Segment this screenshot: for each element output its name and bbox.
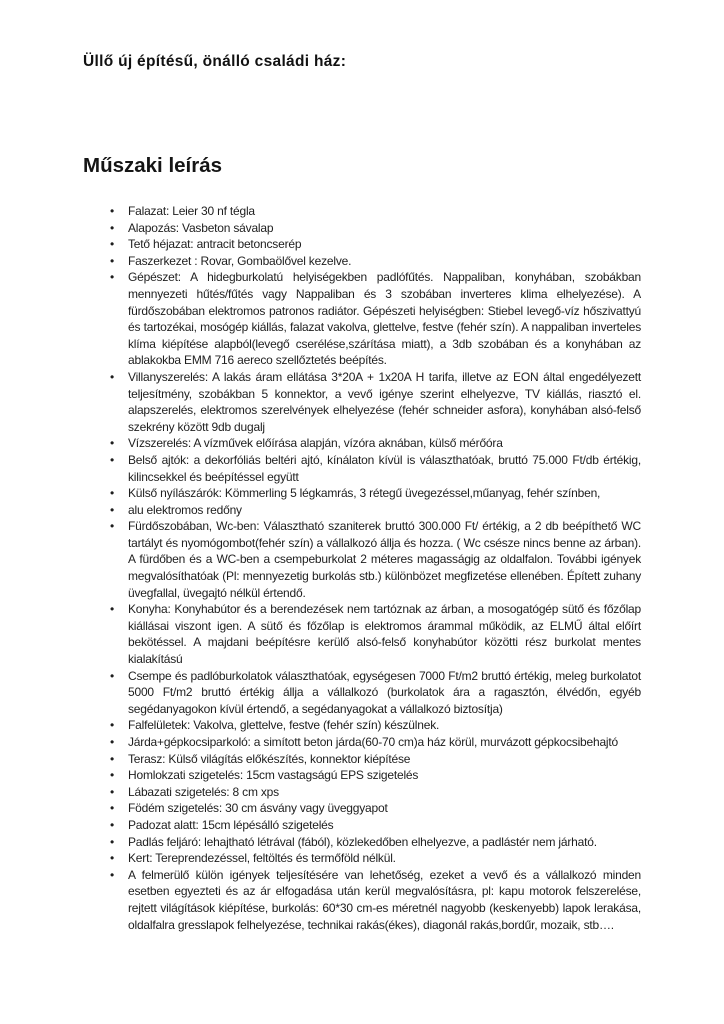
list-item: • Homlokzati szigetelés: 15cm vastagságú EPS szigetelés xyxy=(128,767,641,784)
list-item: • Villanyszerelés: A lakás áram ellátása 3*20A + 1x20A H tarifa, illetve az EON által engedélyezett teljesítmény, szobákban 5 konnektor, a vevő igénye szerint elhelyezve, TV kiállás, riasztó el. alapszerelés, elektromos szerelvények elhelyezése (fehér schneider asfora), konyhában alsó-felső szekrény között 9db dugalj xyxy=(128,369,641,435)
list-item: • Járda+gépkocsiparkoló: a simított beton járda(60-70 cm)a ház körül, murvázott gépkocsibehajtó xyxy=(128,734,641,751)
list-item: • Alapozás: Vasbeton sávalap xyxy=(128,220,641,237)
list-item: • alu elektromos redőny xyxy=(128,502,641,519)
list-item: • Vízszerelés: A vízművek előírása alapján, vízóra aknában, külső mérőóra xyxy=(128,435,641,452)
list-item: • Gépészet: A hidegburkolatú helyiségekben padlófűtés. Nappaliban, konyhában, szobákban mennyezeti hűtés/fűtés vagy Nappaliban és 3 szobában inverteres klima elhelyezése). A fürdőszobában elektromos patronos radiátor. Gépészeti helyiségben: Stiebel levegő-víz hőszivattyú és tartozékai, mosógép kiállás, falazat vakolva, glettelve, festve (fehér szín). A nappaliban inverteles klíma kiépítése alapból(levegő cserélése,szárítása miatt), a 3db szobában és a konyhában az ablakokba EMM 716 aereco szellőztetés beépítés. xyxy=(128,269,641,369)
list-item: • Külső nyílászárók: Kömmerling 5 légkamrás, 3 rétegű üvegezéssel,műanyag, fehér színben, xyxy=(128,485,641,502)
list-item: • Falfelületek: Vakolva, glettelve, festve (fehér szín) készülnek. xyxy=(128,717,641,734)
list-item: • Födém szigetelés: 30 cm ásvány vagy üveggyapot xyxy=(128,800,641,817)
list-item: • Konyha: Konyhabútor és a berendezések nem tartóznak az árban, a mosogatógép sütő és főzőlap kiállásai viszont igen. A sütő és főzőlap is elektromos árammal működik, az ELMŰ által előírt bekötéssel. A majdani beépítésre kerülő alsó-felső konyhabútor közötti rész burkolat mentes kialakítású xyxy=(128,601,641,667)
document-top-title: Üllő új építésű, önálló családi ház: xyxy=(83,53,347,70)
list-item: • Belső ajtók: a dekorfóliás beltéri ajtó, kínálaton kívül is választhatóak, bruttó 75.000 Ft/db értékig, kilincsekkel és beépítéssel együtt xyxy=(128,452,641,485)
list-item: • Padlás feljáró: lehajtható létrával (fából), közlekedőben elhelyezve, a padlástér nem járható. xyxy=(128,834,641,851)
list-item: • Lábazati szigetelés: 8 cm xps xyxy=(128,784,641,801)
technical-specs-list xyxy=(83,203,641,933)
list-item: • Terasz: Külső világítás előkészítés, konnektor kiépítése xyxy=(128,751,641,768)
list-item: • Csempe és padlóburkolatok választhatóak, egységesen 7000 Ft/m2 bruttó értékig, meleg burkolatot 5000 Ft/m2 bruttó értékig állja a vállalkozó (burkolatok ára a ragasztón, élvédőn, egyéb segédanyagokon kívül értendő, a segédanyagokat a vállalkozó biztosítja) xyxy=(128,668,641,718)
section-heading: Műszaki leírás xyxy=(83,154,223,177)
list-item: • Fürdőszobában, Wc-ben: Választható szaniterek bruttó 300.000 Ft/ értékig, a 2 db beépíthető WC tartályt és nyomógombot(fehér szín) a vállalkozó állja és hozza. ( Wc csésze nincs benne az árban). A fürdőben és a WC-ben a csempeburkolat 2 méteres magasságig az oldalfalon. További igények megvalósíthatóak (Pl: mennyezetig burkolás stb.) különbözet megfizetése ellenében. Épített zuhany üvegfallal, üvegajtó nélkül értendő. xyxy=(128,518,641,601)
list-item: • A felmerülő külön igények teljesítésére van lehetőség, ezeket a vevő és a vállalkozó minden esetben egyezteti és az ár elfogadása után kerül megvalósításra, pl: kapu motorok felszerelése, rejtett világítások kiépítése, burkolás: 60*30 cm-es méretnél nagyobb (keskenyebb) lapok lerakása, oldalfalra gresslapok felhelyezése, technikai rakás(ékes), diagonál rakás,bordűr, mozaik, stb…. xyxy=(128,867,641,933)
list-item: • Padozat alatt: 15cm lépésálló szigetelés xyxy=(128,817,641,834)
list-item: • Kert: Tereprendezéssel, feltöltés és termőföld nélkül. xyxy=(128,850,641,867)
list-item: • Tető héjazat: antracit betoncserép xyxy=(128,236,641,253)
list-item: • Faszerkezet : Rovar, Gombaölővel kezelve. xyxy=(128,253,641,270)
list-item: • Falazat: Leier 30 nf tégla xyxy=(128,203,641,220)
